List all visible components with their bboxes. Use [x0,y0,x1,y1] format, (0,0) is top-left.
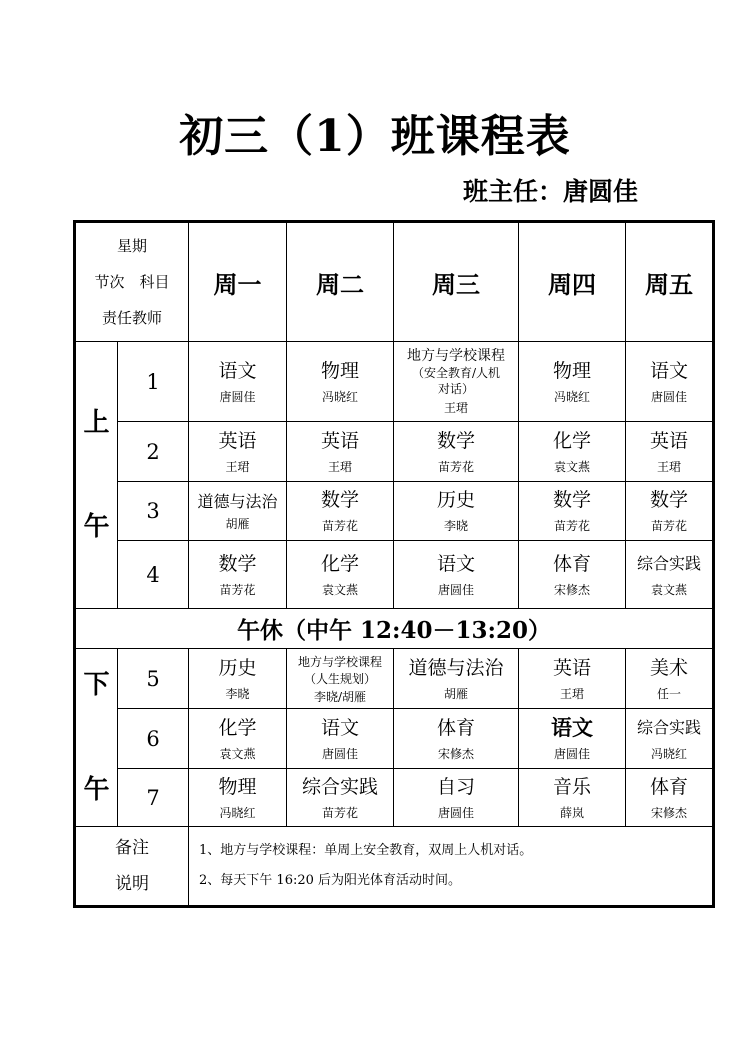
lesson-cell [626,649,714,709]
subject: 语文 [321,716,360,739]
subject: 英语 [218,429,257,452]
subject: 语文 [437,552,476,575]
lesson-cell [519,709,626,769]
subject: 数学 [650,489,689,511]
subject: 语文 [218,359,257,382]
lesson-cell [394,709,519,769]
lesson-cell [519,769,626,827]
period-number: 2 [118,422,189,482]
morning-char-1: 上 [83,407,110,438]
teacher: 唐圆佳 [322,746,359,761]
morning-char-2: 午 [83,512,110,542]
teacher: 冯晓红 [322,389,359,404]
period-row [75,422,714,482]
morning-label [75,342,118,609]
lesson-cell [189,482,287,541]
lesson-cell [519,649,626,709]
period-number: 1 [118,342,189,422]
afternoon-label [75,649,118,827]
teacher: 王珺 [657,459,682,474]
head-teacher: 班主任：唐圆佳 [462,177,638,206]
teacher: 胡雁 [444,686,469,701]
subject: 数学 [321,489,360,511]
teacher: 苗芳花 [554,519,591,533]
lesson-cell [287,422,394,482]
period-number: 5 [118,649,189,709]
subject: 综合实践 [637,553,702,573]
subject: 化学 [553,429,592,452]
lesson-cell [189,422,287,482]
lesson-cell [394,769,519,827]
remark-line: 1、地方与学校课程：单周上安全教育，双周上人机对话。 [199,843,533,858]
lesson-cell [519,541,626,609]
subject: 物理 [553,359,592,382]
period-number: 7 [118,769,189,827]
day-header-mon: 周一 [189,222,287,342]
teacher: 李晓 [444,519,469,533]
teacher: 苗芳花 [438,459,475,474]
teacher: 冯晓红 [219,805,256,820]
lesson-cell [287,541,394,609]
period-number: 3 [118,482,189,541]
period-number: 6 [118,709,189,769]
subject: 英语 [321,429,360,452]
teacher: 苗芳花 [322,519,359,533]
lunch-row [75,609,714,649]
lesson-cell [626,769,714,827]
day-header-wed: 周三 [394,222,519,342]
lesson-cell [626,422,714,482]
subject-note: （安全教育/人机对话） [411,366,501,396]
lesson-cell [394,422,519,482]
header-row [75,222,714,342]
subject: 英语 [650,429,689,452]
lesson-cell [394,342,519,422]
afternoon-char-2: 午 [83,774,110,805]
period-row [75,649,714,709]
subject: 美术 [650,656,689,679]
teacher: 唐圆佳 [438,805,475,820]
teacher: 李晓/胡雁 [313,689,367,704]
subject: 道德与法治 [197,492,278,511]
teacher: 宋修杰 [438,746,475,761]
teacher: 冯晓红 [651,746,688,761]
lesson-cell [394,482,519,541]
subject: 地方与学校课程 [298,654,383,669]
teacher: 宋修杰 [651,805,688,820]
schedule-table [73,220,715,908]
period-row [75,541,714,609]
teacher: 李晓 [225,686,250,701]
day-header-thu: 周四 [519,222,626,342]
lesson-cell [519,482,626,541]
period-row [75,769,714,827]
lesson-cell [626,541,714,609]
subject: 语文 [551,714,594,740]
teacher: 袁文燕 [554,459,591,474]
lesson-cell [189,649,287,709]
teacher: 唐圆佳 [219,389,256,404]
remarks-label-line-1: 备注 [115,838,149,858]
day-header-tue: 周二 [287,222,394,342]
subject: 数学 [218,552,257,575]
teacher: 宋修杰 [554,582,591,597]
lesson-cell [626,709,714,769]
lesson-cell [519,422,626,482]
period-row [75,709,714,769]
remark-line: 2、每天下午 16:20 后为阳光体育活动时间。 [199,873,462,888]
lunch-break: 午休（中午 12:40－13:20） [75,609,714,649]
teacher: 薛岚 [560,805,585,820]
remarks-label [75,827,189,907]
lesson-cell [189,541,287,609]
corner-teacher-label: 责任教师 [102,309,163,327]
corner-weekday-label: 星期 [117,237,148,255]
teacher: 唐圆佳 [651,389,688,404]
page-title: 初三（1）班课程表 [179,111,571,162]
subject: 自习 [437,775,476,798]
lesson-cell [394,541,519,609]
lesson-cell [626,342,714,422]
subject: 物理 [218,775,257,798]
teacher: 苗芳花 [219,582,256,597]
subject: 综合实践 [302,775,379,798]
teacher: 胡雁 [225,517,250,531]
subject: 化学 [218,716,257,739]
remarks-label-line-2: 说明 [115,874,149,894]
lesson-cell [394,649,519,709]
subject: 数学 [553,489,592,511]
teacher: 袁文燕 [219,746,256,761]
period-row [75,482,714,541]
subject: 化学 [321,552,360,575]
subject: 数学 [437,429,476,452]
teacher: 唐圆佳 [554,746,591,761]
subject: 物理 [321,359,360,382]
lesson-cell [626,482,714,541]
teacher: 任一 [657,686,682,701]
subject: 道德与法治 [408,656,504,679]
teacher: 王珺 [560,686,585,701]
teacher: 苗芳花 [322,805,359,820]
subject-note: （人生规划） [304,671,377,686]
subject: 体育 [553,552,592,575]
lesson-cell [519,342,626,422]
subject: 英语 [553,656,592,679]
teacher: 苗芳花 [651,519,688,533]
corner-period-subject-label: 节次 科目 [94,273,170,291]
header-corner [75,222,189,342]
subject: 体育 [650,775,689,798]
remarks-row [75,827,714,907]
teacher: 王珺 [225,459,250,474]
lesson-cell [189,769,287,827]
lesson-cell [189,709,287,769]
teacher: 王珺 [328,459,353,474]
teacher: 王珺 [444,401,469,415]
subject: 地方与学校课程 [407,348,506,364]
period-row [75,342,714,422]
teacher: 袁文燕 [651,582,688,597]
subject: 语文 [650,359,689,382]
subject: 音乐 [553,775,592,798]
remarks-text [189,827,714,907]
lesson-cell [287,342,394,422]
subject: 综合实践 [637,717,702,737]
lesson-cell [189,342,287,422]
subject: 体育 [437,716,476,739]
lesson-cell [287,769,394,827]
day-header-fri: 周五 [626,222,714,342]
teacher: 冯晓红 [554,389,591,404]
lesson-cell [287,709,394,769]
lesson-cell [287,482,394,541]
period-number: 4 [118,541,189,609]
subject: 历史 [437,489,476,511]
lesson-cell [287,649,394,709]
teacher: 袁文燕 [322,582,359,597]
teacher: 唐圆佳 [438,582,475,597]
subject: 历史 [218,656,257,679]
afternoon-char-1: 下 [83,670,110,701]
